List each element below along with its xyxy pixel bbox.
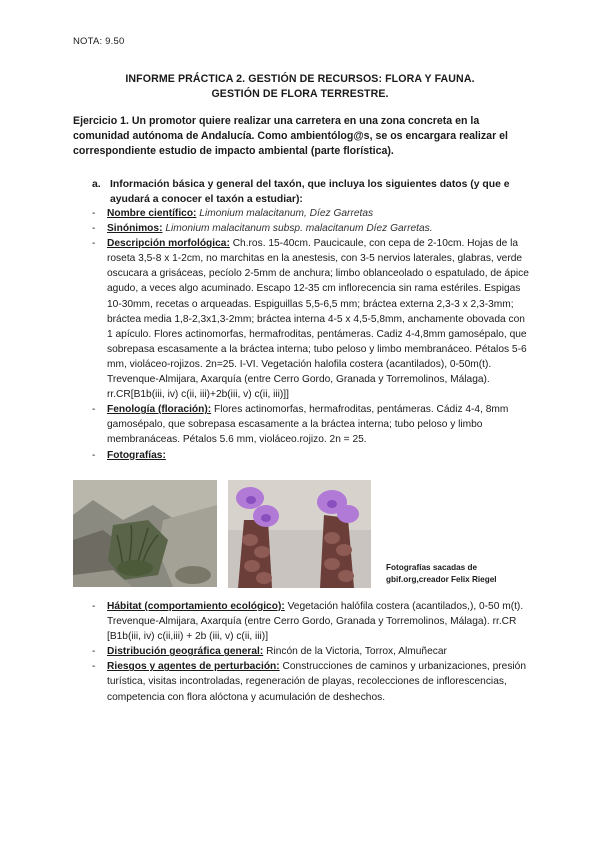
list-item-distribution: - Distribución geográfica general: Rincón de la Victoria, Torrox, Almuñecar	[92, 644, 532, 659]
title-line-1: INFORME PRÁCTICA 2. GESTIÓN DE RECURSOS: FLORA Y FAUNA.	[125, 73, 475, 85]
section-a	[92, 177, 537, 207]
grade-note: NOTA: 9.50	[73, 36, 125, 47]
list-item-phenology: - Fenología (floración): Flores actinomorfas, hermafroditas, pentámeras. Cádiz 4-4, 8mm gamosépalo, que sobrepasa escasamente a la bráctea interna; tubo peloso y limbo membranáceas. Pétalos 5.6 mm, violáceo.rojizo. 2n = 25.	[92, 402, 532, 447]
list-item-habitat: - Hábitat (comportamiento ecológico): Vegetación halófila costera (acantilados,), 0-50 m(t). Trevenque-Almijara, Axarquía (entre Cerro Gordo, Granada y Torremolinos, Málaga). rr.CR [B1b(iii, iv) c(ii,iii) + 2b (iii, v) c(ii, iii)]	[92, 599, 532, 644]
taxon-info-list	[92, 206, 532, 463]
section-a-label: a.	[92, 179, 101, 190]
list-item-photos: - Fotografías:	[92, 448, 532, 463]
title-line-2: GESTIÓN DE FLORA TERRESTRE.	[211, 88, 389, 100]
report-title	[0, 72, 600, 102]
list-item-synonyms: - Sinónimos: Limonium malacitanum subsp. malacitanum Díez Garretas.	[92, 221, 532, 236]
list-item-scientific-name: - Nombre científico: Limonium malacitanum, Díez Garretas	[92, 206, 532, 221]
plant-habitat-photo	[73, 480, 217, 587]
ecology-list	[92, 599, 532, 705]
list-item-morphology: - Descripción morfológica: Ch.ros. 15-40cm. Paucicaule, con cepa de 2-10cm. Hojas de la roseta 3,5-8 x 1-2cm, no marchitas en la anestesis, con 3-5 nervios laterales, glabras, verde oscucara a grisáceas, pecíolo 2-5mm de anchura; limbo oblanceolado o espatulado, de ápice agudo, a veces algo acuminado. Escapo 12-35 cm inflorecencia sin rama estériles. Espigas 10-30mm, recetas o arqueadas. Espiguillas 5,5-6,5 mm; bráctea externa 2,3-3 x 2,3-3mm; bráctea media 1,8-2,3x1,3-2mm; bráctea interna 4-5 x 4,5-5,8mm, anchamente obovada con 1 apículo. Flores actinomorfas, hermafroditas, pentámeras. Cadiz 4-4,8mm gamosépalo, que sobrepasa escasamente a la bráctea interna; tubo peloso y limbo membranáceo. Pétalos 5-6 mm, violáceo-rojizos. 2n=25. I-VI. Vegetación halofila costera (acantilados), 0-50m(t). Trevenque-Almijara, Axarquía (entre Cerro Gordo, Granada y Torremolinos, Málaga). rr.CR[B1b(iii, iv) c(ii, iii)+2b(iii, v) c(ii, iii)]]	[92, 236, 532, 402]
section-a-text: Información básica y general del taxón, que incluya los siguientes datos (y que e ayudará a conocer el taxón a estudiar):	[110, 179, 510, 205]
photo-caption: Fotografías sacadas de gbif.org,creador Felix Riegel	[386, 563, 497, 584]
list-item-risks: - Riesgos y agentes de perturbación: Construcciones de caminos y urbanizaciones, presión turística, visitas incontroladas, regeneración de playas, recolecciones de inflorescencias, competencia con flora alóctona y acumulación de deshechos.	[92, 659, 532, 704]
exercise-statement: Ejercicio 1. Un promotor quiere realizar una carretera en una zona concreta en la comunidad autónoma de Andalucía. Como ambientólog@s, se os encargara realizar el correspondiente estudio de impacto ambiental (parte florística).	[73, 115, 508, 157]
plant-flower-photo	[228, 480, 371, 588]
